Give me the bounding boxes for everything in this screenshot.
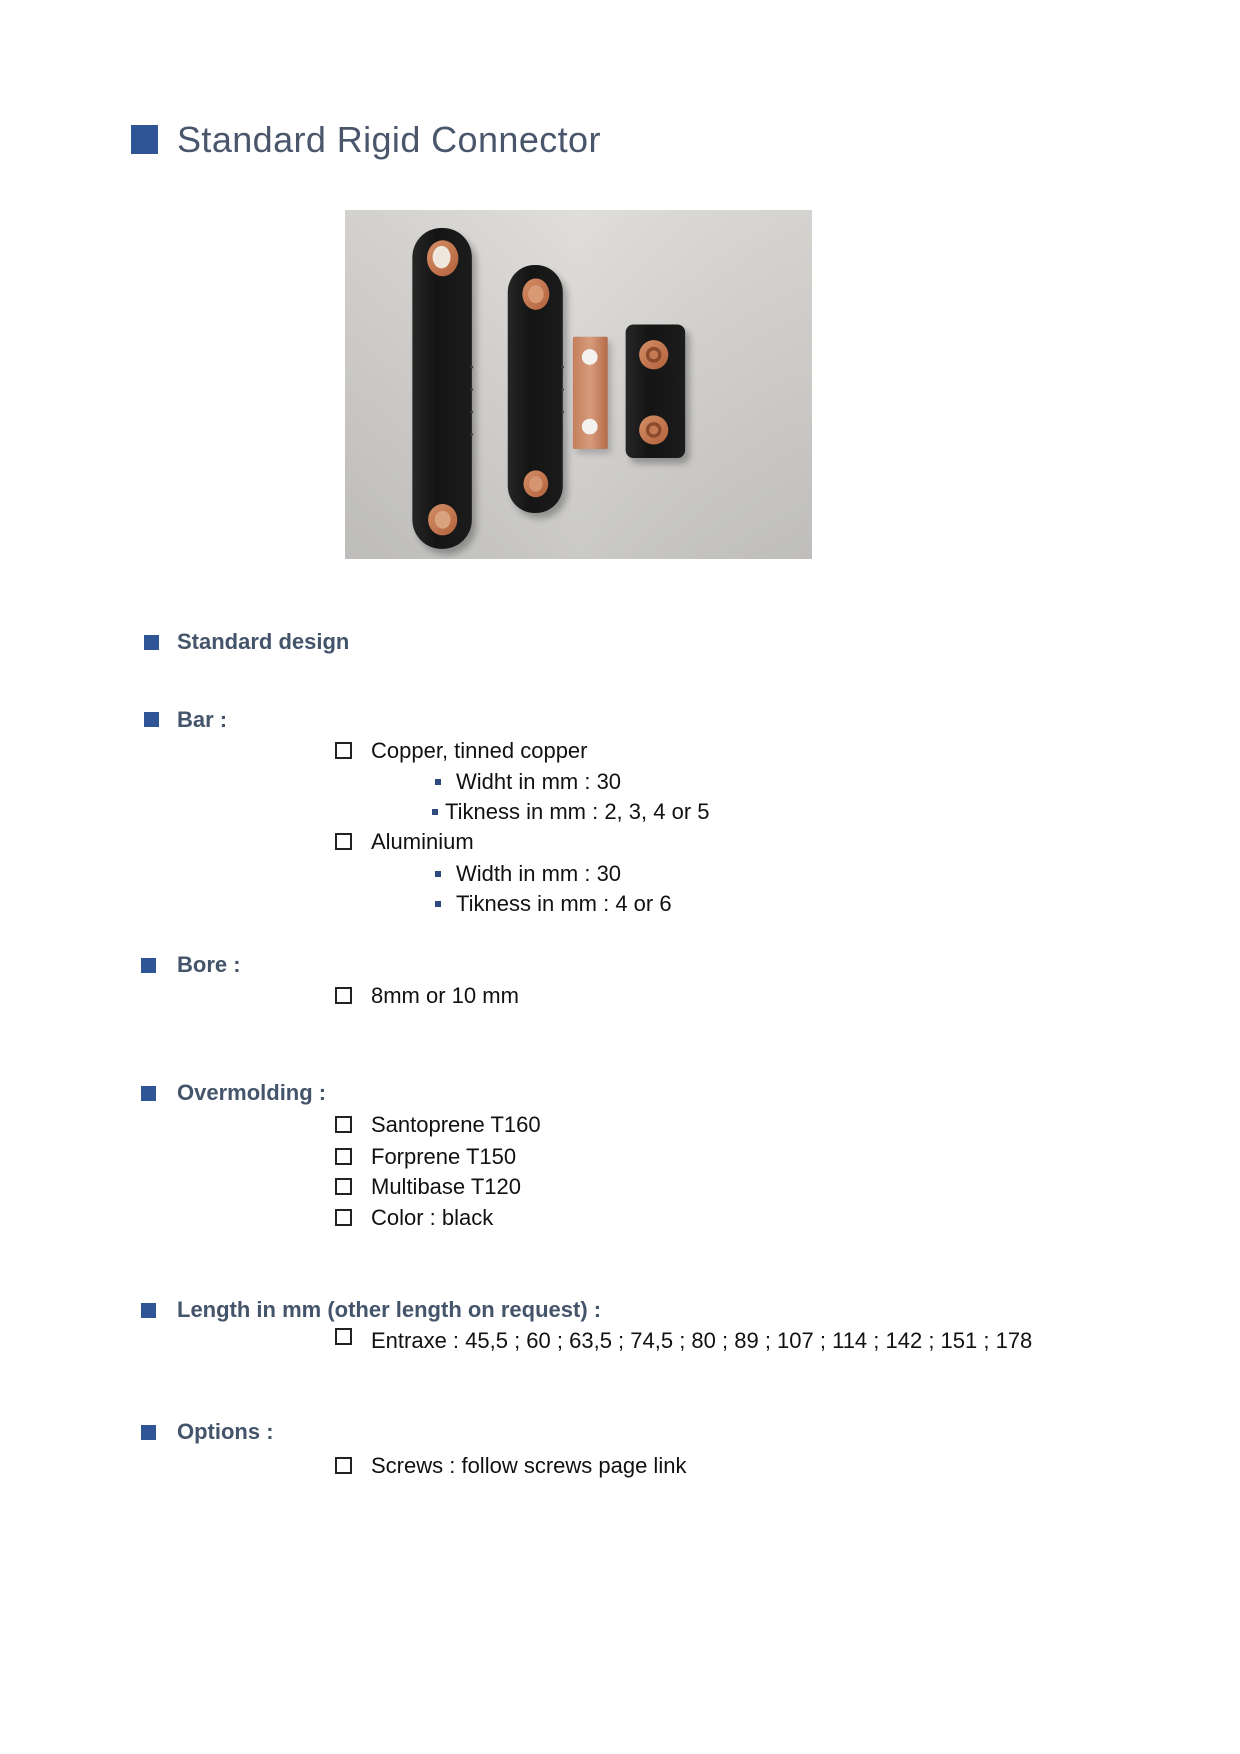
list-item-forprene: Forprene T150 — [371, 1144, 517, 1169]
checkbox-icon — [335, 1328, 352, 1345]
section-heading-standard-design: Standard design — [177, 629, 350, 654]
sub-item-copper-thickness: Tikness in mm : 2, 3, 4 or 5 — [445, 799, 710, 824]
section-bullet-icon — [144, 712, 159, 727]
checkbox-icon — [335, 1148, 352, 1165]
list-item-aluminium: Aluminium — [371, 829, 474, 854]
list-item-bore-size: 8mm or 10 mm — [371, 983, 519, 1008]
sub-bullet-icon — [435, 901, 441, 907]
list-item-copper: Copper, tinned copper — [371, 738, 588, 763]
short-overmolded-connector — [626, 324, 690, 463]
checkbox-icon — [335, 1178, 352, 1195]
checkbox-icon — [335, 1457, 352, 1474]
sub-item-copper-width: Widht in mm : 30 — [456, 769, 622, 794]
section-heading-options: Options : — [177, 1419, 274, 1444]
section-bullet-icon — [141, 1425, 156, 1440]
list-item-multibase: Multibase T120 — [371, 1174, 522, 1199]
sub-bullet-icon — [435, 871, 441, 877]
section-heading-overmolding: Overmolding : — [177, 1080, 327, 1105]
sub-bullet-icon — [435, 779, 441, 785]
list-item-color: Color : black — [371, 1205, 494, 1230]
sub-bullet-icon — [432, 809, 438, 815]
product-photo-graphic — [345, 210, 812, 559]
copper-strip — [573, 337, 611, 454]
list-item-screws: Screws : follow screws page link — [371, 1453, 687, 1478]
section-bullet-icon — [144, 635, 159, 650]
page-title: Standard Rigid Connector — [177, 119, 601, 160]
section-heading-bar: Bar : — [177, 707, 228, 732]
checkbox-icon — [335, 1209, 352, 1226]
long-overmolded-connector — [412, 228, 476, 555]
section-heading-bore: Bore : — [177, 952, 241, 977]
list-item-santoprene: Santoprene T160 — [371, 1112, 541, 1137]
checkbox-icon — [335, 987, 352, 1004]
list-item-entraxe: Entraxe : 45,5 ; 60 ; 63,5 ; 74,5 ; 80 ; 89 ; 107 ; 114 ; 142 ; 151 ; 178 — [371, 1328, 1033, 1353]
section-heading-length: Length in mm (other length on request) : — [177, 1297, 602, 1322]
product-photo — [345, 210, 812, 559]
title-square-icon — [131, 125, 158, 154]
section-bullet-icon — [141, 1086, 156, 1101]
section-bullet-icon — [141, 1303, 156, 1318]
sub-item-aluminium-width: Width in mm : 30 — [456, 861, 622, 886]
medium-overmolded-connector — [508, 265, 567, 519]
sub-item-aluminium-thickness: Tikness in mm : 4 or 6 — [456, 891, 672, 916]
checkbox-icon — [335, 833, 352, 850]
checkbox-icon — [335, 742, 352, 759]
checkbox-icon — [335, 1116, 352, 1133]
section-bullet-icon — [141, 958, 156, 973]
